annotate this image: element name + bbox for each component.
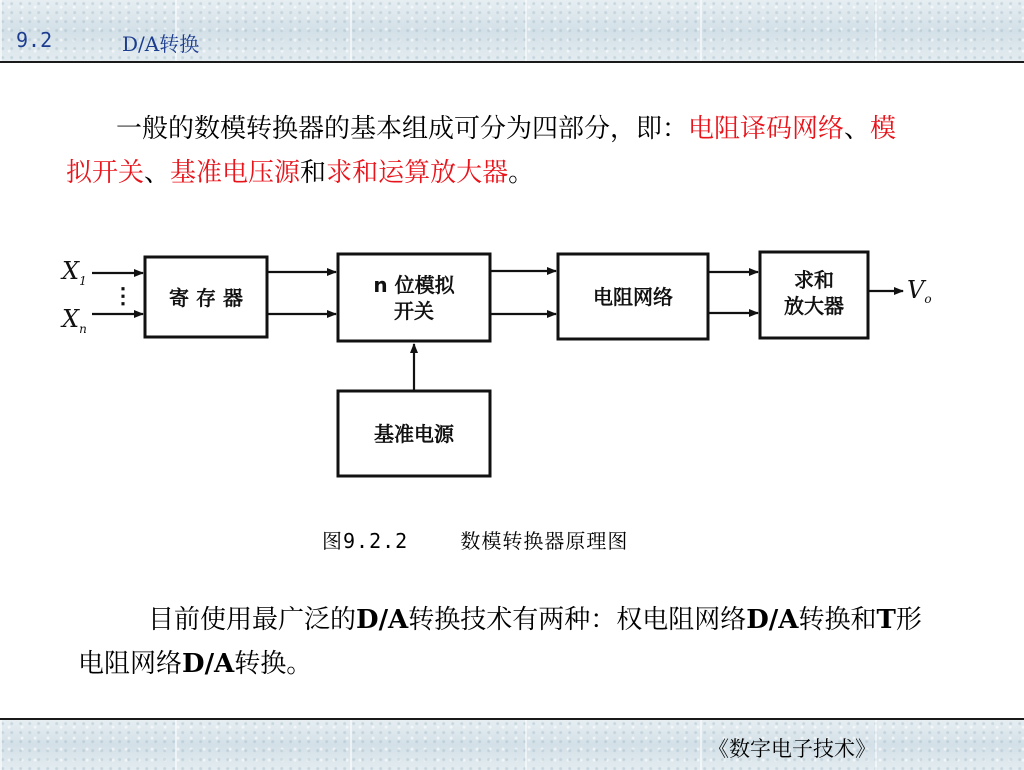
component-resistor-decoder: 电阻译码网络 bbox=[688, 114, 845, 144]
outro-term: T bbox=[876, 605, 896, 635]
amplifier-label-line1: 求和 bbox=[794, 268, 834, 292]
input-dots: ⋮ bbox=[112, 283, 134, 309]
analog-switch-label-line1: n 位模拟 bbox=[373, 273, 455, 297]
outro-text: 转换。 bbox=[234, 649, 313, 679]
outro-term: D/A bbox=[182, 649, 235, 679]
resistor-network-label: 电阻网络 bbox=[593, 285, 673, 309]
conjunction: 和 bbox=[300, 158, 327, 188]
section-number: 9.2 bbox=[16, 28, 53, 52]
intro-text: 一般的数模转换器的基本组成可分为四部分，即： bbox=[116, 114, 689, 144]
outro-term: D/A bbox=[356, 605, 409, 635]
component-analog-switch: 模拟开关 bbox=[66, 114, 897, 188]
component-summing-amplifier: 求和运算放大器 bbox=[326, 158, 509, 188]
input-xn-label: $X_n$ bbox=[62, 305, 87, 336]
output-vo-label: $V_o$ bbox=[907, 276, 932, 306]
section-title: D/A转换 bbox=[122, 32, 200, 56]
reference-source-label: 基准电源 bbox=[374, 422, 454, 446]
input-x1-label: $X_1$ bbox=[62, 257, 87, 288]
outro-text: 目前使用最广泛的 bbox=[148, 605, 357, 635]
course-name: 《数字电子技术》 bbox=[708, 737, 876, 761]
component-reference-source: 基准电压源 bbox=[170, 158, 301, 188]
outro-text: 形电阻网络 bbox=[78, 605, 922, 679]
outro-text: 转换和 bbox=[798, 605, 877, 635]
register-label: 寄 存 器 bbox=[169, 286, 243, 310]
analog-switch-label-line2: 开关 bbox=[394, 299, 434, 323]
outro-paragraph bbox=[78, 598, 938, 686]
period: 。 bbox=[508, 158, 535, 188]
separator: 、 bbox=[844, 114, 871, 144]
analog-switch-block bbox=[338, 254, 490, 341]
outro-text: 转换技术有两种：权电阻网络 bbox=[408, 605, 747, 635]
amplifier-label-line2: 放大器 bbox=[784, 294, 844, 318]
outro-term: D/A bbox=[746, 605, 799, 635]
separator: 、 bbox=[144, 158, 171, 188]
figure-caption: 图9.2.2 数模转换器原理图 bbox=[322, 529, 629, 553]
